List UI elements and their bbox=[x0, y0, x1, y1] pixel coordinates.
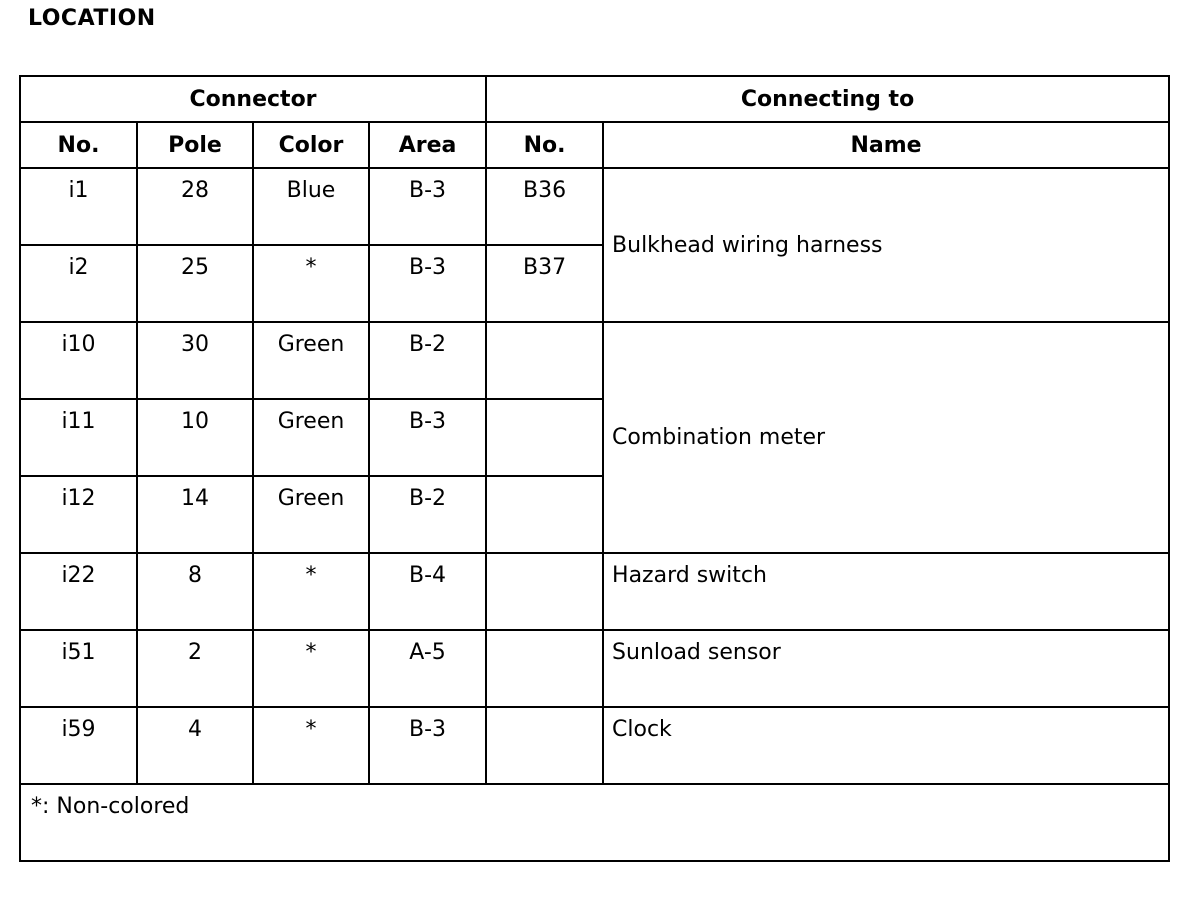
cell-pole: 8 bbox=[137, 553, 253, 630]
cell-to-no: B37 bbox=[486, 245, 603, 322]
connector-table bbox=[19, 75, 1170, 862]
table-row bbox=[20, 322, 1169, 399]
cell-color: Green bbox=[253, 322, 369, 399]
table-row bbox=[20, 553, 1169, 630]
group-header-row bbox=[20, 76, 1169, 122]
cell-name-clock: Clock bbox=[603, 707, 1169, 784]
cell-to-no bbox=[486, 476, 603, 553]
cell-area: B-3 bbox=[369, 168, 486, 245]
cell-color: Green bbox=[253, 399, 369, 476]
connecting-to-group-header: Connecting to bbox=[486, 76, 1169, 122]
cell-to-no bbox=[486, 322, 603, 399]
cell-no: i59 bbox=[20, 707, 137, 784]
cell-to-no: B36 bbox=[486, 168, 603, 245]
cell-pole: 30 bbox=[137, 322, 253, 399]
table-row bbox=[20, 630, 1169, 707]
cell-pole: 28 bbox=[137, 168, 253, 245]
footnote-row bbox=[20, 784, 1169, 861]
col-header-color: Color bbox=[253, 122, 369, 168]
cell-name-combination-meter: Combination meter bbox=[603, 322, 1169, 553]
cell-pole: 14 bbox=[137, 476, 253, 553]
cell-area: B-2 bbox=[369, 322, 486, 399]
cell-no: i51 bbox=[20, 630, 137, 707]
table-row bbox=[20, 707, 1169, 784]
col-header-pole: Pole bbox=[137, 122, 253, 168]
col-header-no: No. bbox=[20, 122, 137, 168]
col-header-to-no: No. bbox=[486, 122, 603, 168]
cell-area: B-3 bbox=[369, 707, 486, 784]
footnote: *: Non-colored bbox=[20, 784, 1169, 861]
cell-color: Blue bbox=[253, 168, 369, 245]
page-title: LOCATION bbox=[28, 6, 156, 31]
cell-to-no bbox=[486, 630, 603, 707]
cell-no: i2 bbox=[20, 245, 137, 322]
cell-area: A-5 bbox=[369, 630, 486, 707]
cell-pole: 2 bbox=[137, 630, 253, 707]
cell-no: i22 bbox=[20, 553, 137, 630]
cell-pole: 25 bbox=[137, 245, 253, 322]
column-header-row bbox=[20, 122, 1169, 168]
cell-color: * bbox=[253, 553, 369, 630]
cell-area: B-3 bbox=[369, 245, 486, 322]
cell-to-no bbox=[486, 553, 603, 630]
cell-pole: 4 bbox=[137, 707, 253, 784]
cell-no: i12 bbox=[20, 476, 137, 553]
cell-name-hazard-switch: Hazard switch bbox=[603, 553, 1169, 630]
connector-group-header: Connector bbox=[20, 76, 486, 122]
cell-color: * bbox=[253, 630, 369, 707]
cell-color: Green bbox=[253, 476, 369, 553]
cell-area: B-2 bbox=[369, 476, 486, 553]
cell-name-bulkhead: Bulkhead wiring harness bbox=[603, 168, 1169, 322]
cell-no: i10 bbox=[20, 322, 137, 399]
cell-pole: 10 bbox=[137, 399, 253, 476]
cell-area: B-4 bbox=[369, 553, 486, 630]
col-header-area: Area bbox=[369, 122, 486, 168]
cell-name-sunload-sensor: Sunload sensor bbox=[603, 630, 1169, 707]
col-header-name: Name bbox=[603, 122, 1169, 168]
table-row bbox=[20, 168, 1169, 245]
cell-area: B-3 bbox=[369, 399, 486, 476]
cell-color: * bbox=[253, 707, 369, 784]
cell-no: i11 bbox=[20, 399, 137, 476]
cell-to-no bbox=[486, 707, 603, 784]
cell-color: * bbox=[253, 245, 369, 322]
cell-no: i1 bbox=[20, 168, 137, 245]
cell-to-no bbox=[486, 399, 603, 476]
